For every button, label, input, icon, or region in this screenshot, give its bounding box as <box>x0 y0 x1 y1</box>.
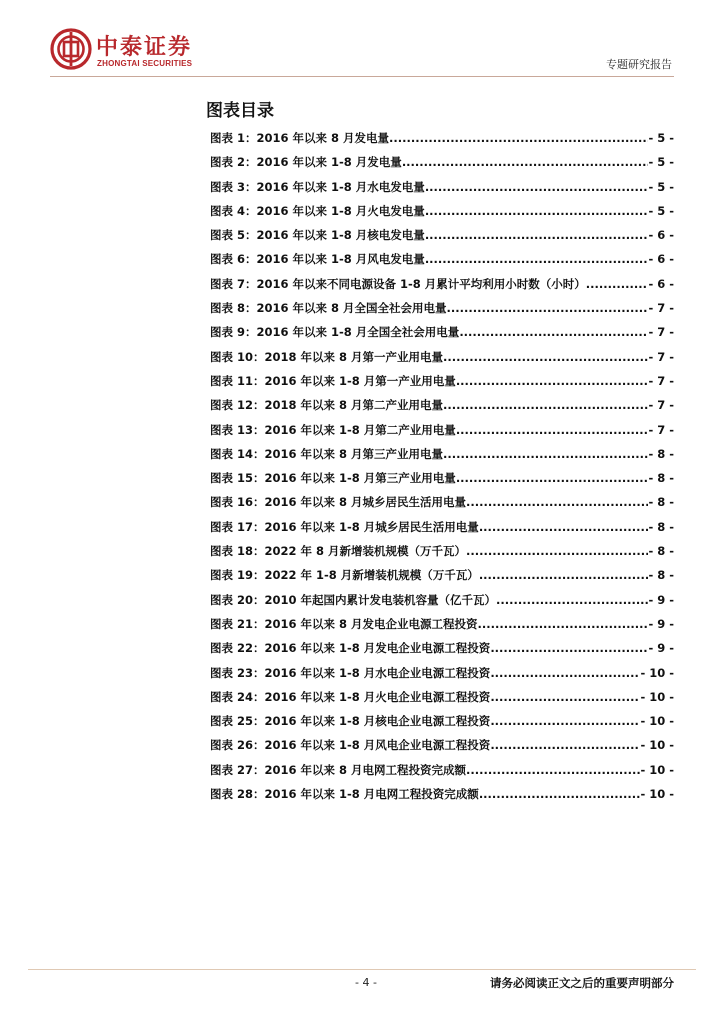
dot-leader <box>456 418 649 442</box>
dot-leader <box>425 199 649 223</box>
dot-leader <box>490 709 640 733</box>
toc-entry-label: 图表 15：2016 年以来 1-8 月第三产业用电量 <box>210 471 456 486</box>
dot-leader <box>459 320 648 344</box>
toc-entry-page: - 9 - <box>648 616 674 631</box>
toc-entry[interactable] <box>210 709 674 733</box>
dot-leader <box>490 733 640 757</box>
toc-entry[interactable] <box>210 782 674 806</box>
dot-leader <box>456 466 649 490</box>
toc-entry[interactable] <box>210 272 674 296</box>
toc-entry-page: - 7 - <box>648 398 674 413</box>
toc-entry-label: 图表 23：2016 年以来 1-8 月水电企业电源工程投资 <box>210 665 491 680</box>
toc-entry-page: - 8 - <box>648 446 674 461</box>
toc-entry-page: - 9 - <box>648 641 674 656</box>
toc-entry-label: 图表 5：2016 年以来 1-8 月核电发电量 <box>210 228 425 243</box>
toc-entry-label: 图表 14：2016 年以来 8 月第三产业用电量 <box>210 446 444 461</box>
dot-leader <box>586 272 649 296</box>
dot-leader <box>478 612 649 636</box>
toc-entry-page: - 7 - <box>648 325 674 340</box>
dot-leader <box>490 636 648 660</box>
toc-entry[interactable] <box>210 247 674 271</box>
toc-entry-page: - 5 - <box>648 155 674 170</box>
dot-leader <box>496 588 648 612</box>
toc-entry[interactable] <box>210 636 674 660</box>
toc-entry[interactable] <box>210 150 674 174</box>
dot-leader <box>479 563 649 587</box>
dot-leader <box>447 296 649 320</box>
toc-entry[interactable] <box>210 612 674 636</box>
toc-entry[interactable] <box>210 539 674 563</box>
toc-entry-label: 图表 16：2016 年以来 8 月城乡居民生活用电量 <box>210 495 467 510</box>
disclaimer-text: 请务必阅读正文之后的重要声明部分 <box>490 976 674 990</box>
toc-entry-label: 图表 10：2018 年以来 8 月第一产业用电量 <box>210 349 444 364</box>
toc-entry-label: 图表 12：2018 年以来 8 月第二产业用电量 <box>210 398 444 413</box>
report-type-label: 专题研究报告 <box>606 58 672 71</box>
toc-entry-label: 图表 19：2022 年 1-8 月新增装机规模（万千瓦） <box>210 568 479 583</box>
toc-entry-page: - 10 - <box>640 787 674 802</box>
toc-entry[interactable] <box>210 175 674 199</box>
toc-entry-page: - 6 - <box>648 276 674 291</box>
toc-entry-page: - 6 - <box>648 228 674 243</box>
toc-entry-page: - 5 - <box>648 131 674 145</box>
toc-entry-label: 图表 7：2016 年以来不同电源设备 1-8 月累计平均利用小时数（小时） <box>210 276 586 291</box>
dot-leader <box>389 126 648 150</box>
dot-leader <box>443 442 648 466</box>
toc-entry-page: - 7 - <box>648 349 674 364</box>
toc-entry[interactable] <box>210 369 674 393</box>
toc-entry-label: 图表 8：2016 年以来 8 月全国全社会用电量 <box>210 301 447 316</box>
toc-entry[interactable] <box>210 296 674 320</box>
zhongtai-logo-icon <box>50 28 92 70</box>
dot-leader <box>425 247 649 271</box>
toc-entry[interactable] <box>210 490 674 514</box>
company-logo <box>50 28 230 72</box>
toc-entry-label: 图表 26：2016 年以来 1-8 月风电企业电源工程投资 <box>210 738 491 753</box>
toc-entry-label: 图表 21：2016 年以来 8 月发电企业电源工程投资 <box>210 616 478 631</box>
toc-entry[interactable] <box>210 685 674 709</box>
toc-entry-label: 图表 17：2016 年以来 1-8 月城乡居民生活用电量 <box>210 519 479 534</box>
toc-entry-page: - 6 - <box>648 252 674 267</box>
dot-leader <box>490 661 640 685</box>
dot-leader <box>425 223 649 247</box>
toc-entry-page: - 10 - <box>640 762 674 777</box>
header-divider <box>50 76 674 77</box>
toc-entry[interactable] <box>210 393 674 417</box>
toc-entry-page: - 8 - <box>648 544 674 559</box>
toc-entry-label: 图表 25：2016 年以来 1-8 月核电企业电源工程投资 <box>210 714 491 729</box>
toc-entry-page: - 10 - <box>640 665 674 680</box>
toc-entry-label: 图表 3：2016 年以来 1-8 月水电发电量 <box>210 179 425 194</box>
toc-entry-page: - 10 - <box>640 738 674 753</box>
toc-entry-label: 图表 11：2016 年以来 1-8 月第一产业用电量 <box>210 373 456 388</box>
footer-divider <box>28 969 696 970</box>
toc-entry-page: - 8 - <box>648 495 674 510</box>
toc-entry[interactable] <box>210 758 674 782</box>
toc-entry[interactable] <box>210 661 674 685</box>
logo-chinese-name: 中泰证券 <box>96 35 193 60</box>
toc-entry-label: 图表 6：2016 年以来 1-8 月风电发电量 <box>210 252 425 267</box>
page-number: - 4 - <box>355 976 377 989</box>
toc-title: 图表目录 <box>206 101 274 121</box>
toc-entry-label: 图表 4：2016 年以来 1-8 月火电发电量 <box>210 203 425 218</box>
toc-entry[interactable] <box>210 223 674 247</box>
toc-entry-page: - 5 - <box>648 203 674 218</box>
dot-leader <box>479 515 649 539</box>
toc-entry[interactable] <box>210 515 674 539</box>
dot-leader <box>490 685 640 709</box>
toc-entry-page: - 10 - <box>640 714 674 729</box>
toc-entry-page: - 10 - <box>640 689 674 704</box>
logo-english-name: ZHONGTAI SECURITIES <box>97 59 193 68</box>
toc-entry-page: - 8 - <box>648 568 674 583</box>
toc-entry[interactable] <box>210 442 674 466</box>
toc-entry-label: 图表 18：2022 年 8 月新增装机规模（万千瓦） <box>210 544 467 559</box>
toc-entry[interactable] <box>210 126 674 150</box>
dot-leader <box>479 782 641 806</box>
toc-entry-page: - 8 - <box>648 519 674 534</box>
toc-entry-label: 图表 27：2016 年以来 8 月电网工程投资完成额 <box>210 762 467 777</box>
toc-entry[interactable] <box>210 563 674 587</box>
table-of-figures <box>210 126 674 806</box>
toc-entry[interactable] <box>210 199 674 223</box>
dot-leader <box>466 539 648 563</box>
toc-entry-label: 图表 28：2016 年以来 1-8 月电网工程投资完成额 <box>210 787 479 802</box>
toc-entry-page: - 7 - <box>648 422 674 437</box>
toc-entry[interactable] <box>210 733 674 757</box>
toc-entry-label: 图表 13：2016 年以来 1-8 月第二产业用电量 <box>210 422 456 437</box>
toc-entry-label: 图表 2：2016 年以来 1-8 月发电量 <box>210 155 402 170</box>
toc-entry-page: - 7 - <box>648 373 674 388</box>
toc-entry-page: - 8 - <box>648 471 674 486</box>
dot-leader <box>443 393 648 417</box>
toc-entry[interactable] <box>210 345 674 369</box>
toc-entry-page: - 5 - <box>648 179 674 194</box>
dot-leader <box>456 369 649 393</box>
dot-leader <box>425 175 649 199</box>
toc-entry[interactable] <box>210 418 674 442</box>
toc-entry[interactable] <box>210 320 674 344</box>
toc-entry-page: - 7 - <box>648 301 674 316</box>
toc-entry-page: - 9 - <box>648 592 674 607</box>
dot-leader <box>443 345 648 369</box>
dot-leader <box>402 150 649 174</box>
dot-leader <box>466 758 640 782</box>
toc-entry-label: 图表 20：2010 年起国内累计发电装机容量（亿千瓦） <box>210 592 497 607</box>
toc-entry[interactable] <box>210 588 674 612</box>
toc-entry-label: 图表 9：2016 年以来 1-8 月全国全社会用电量 <box>210 325 460 340</box>
dot-leader <box>466 490 648 514</box>
toc-entry-label: 图表 24：2016 年以来 1-8 月火电企业电源工程投资 <box>210 689 491 704</box>
toc-entry-label: 图表 22：2016 年以来 1-8 月发电企业电源工程投资 <box>210 641 491 656</box>
toc-entry[interactable] <box>210 466 674 490</box>
toc-entry-label: 图表 1：2016 年以来 8 月发电量 <box>210 131 390 145</box>
